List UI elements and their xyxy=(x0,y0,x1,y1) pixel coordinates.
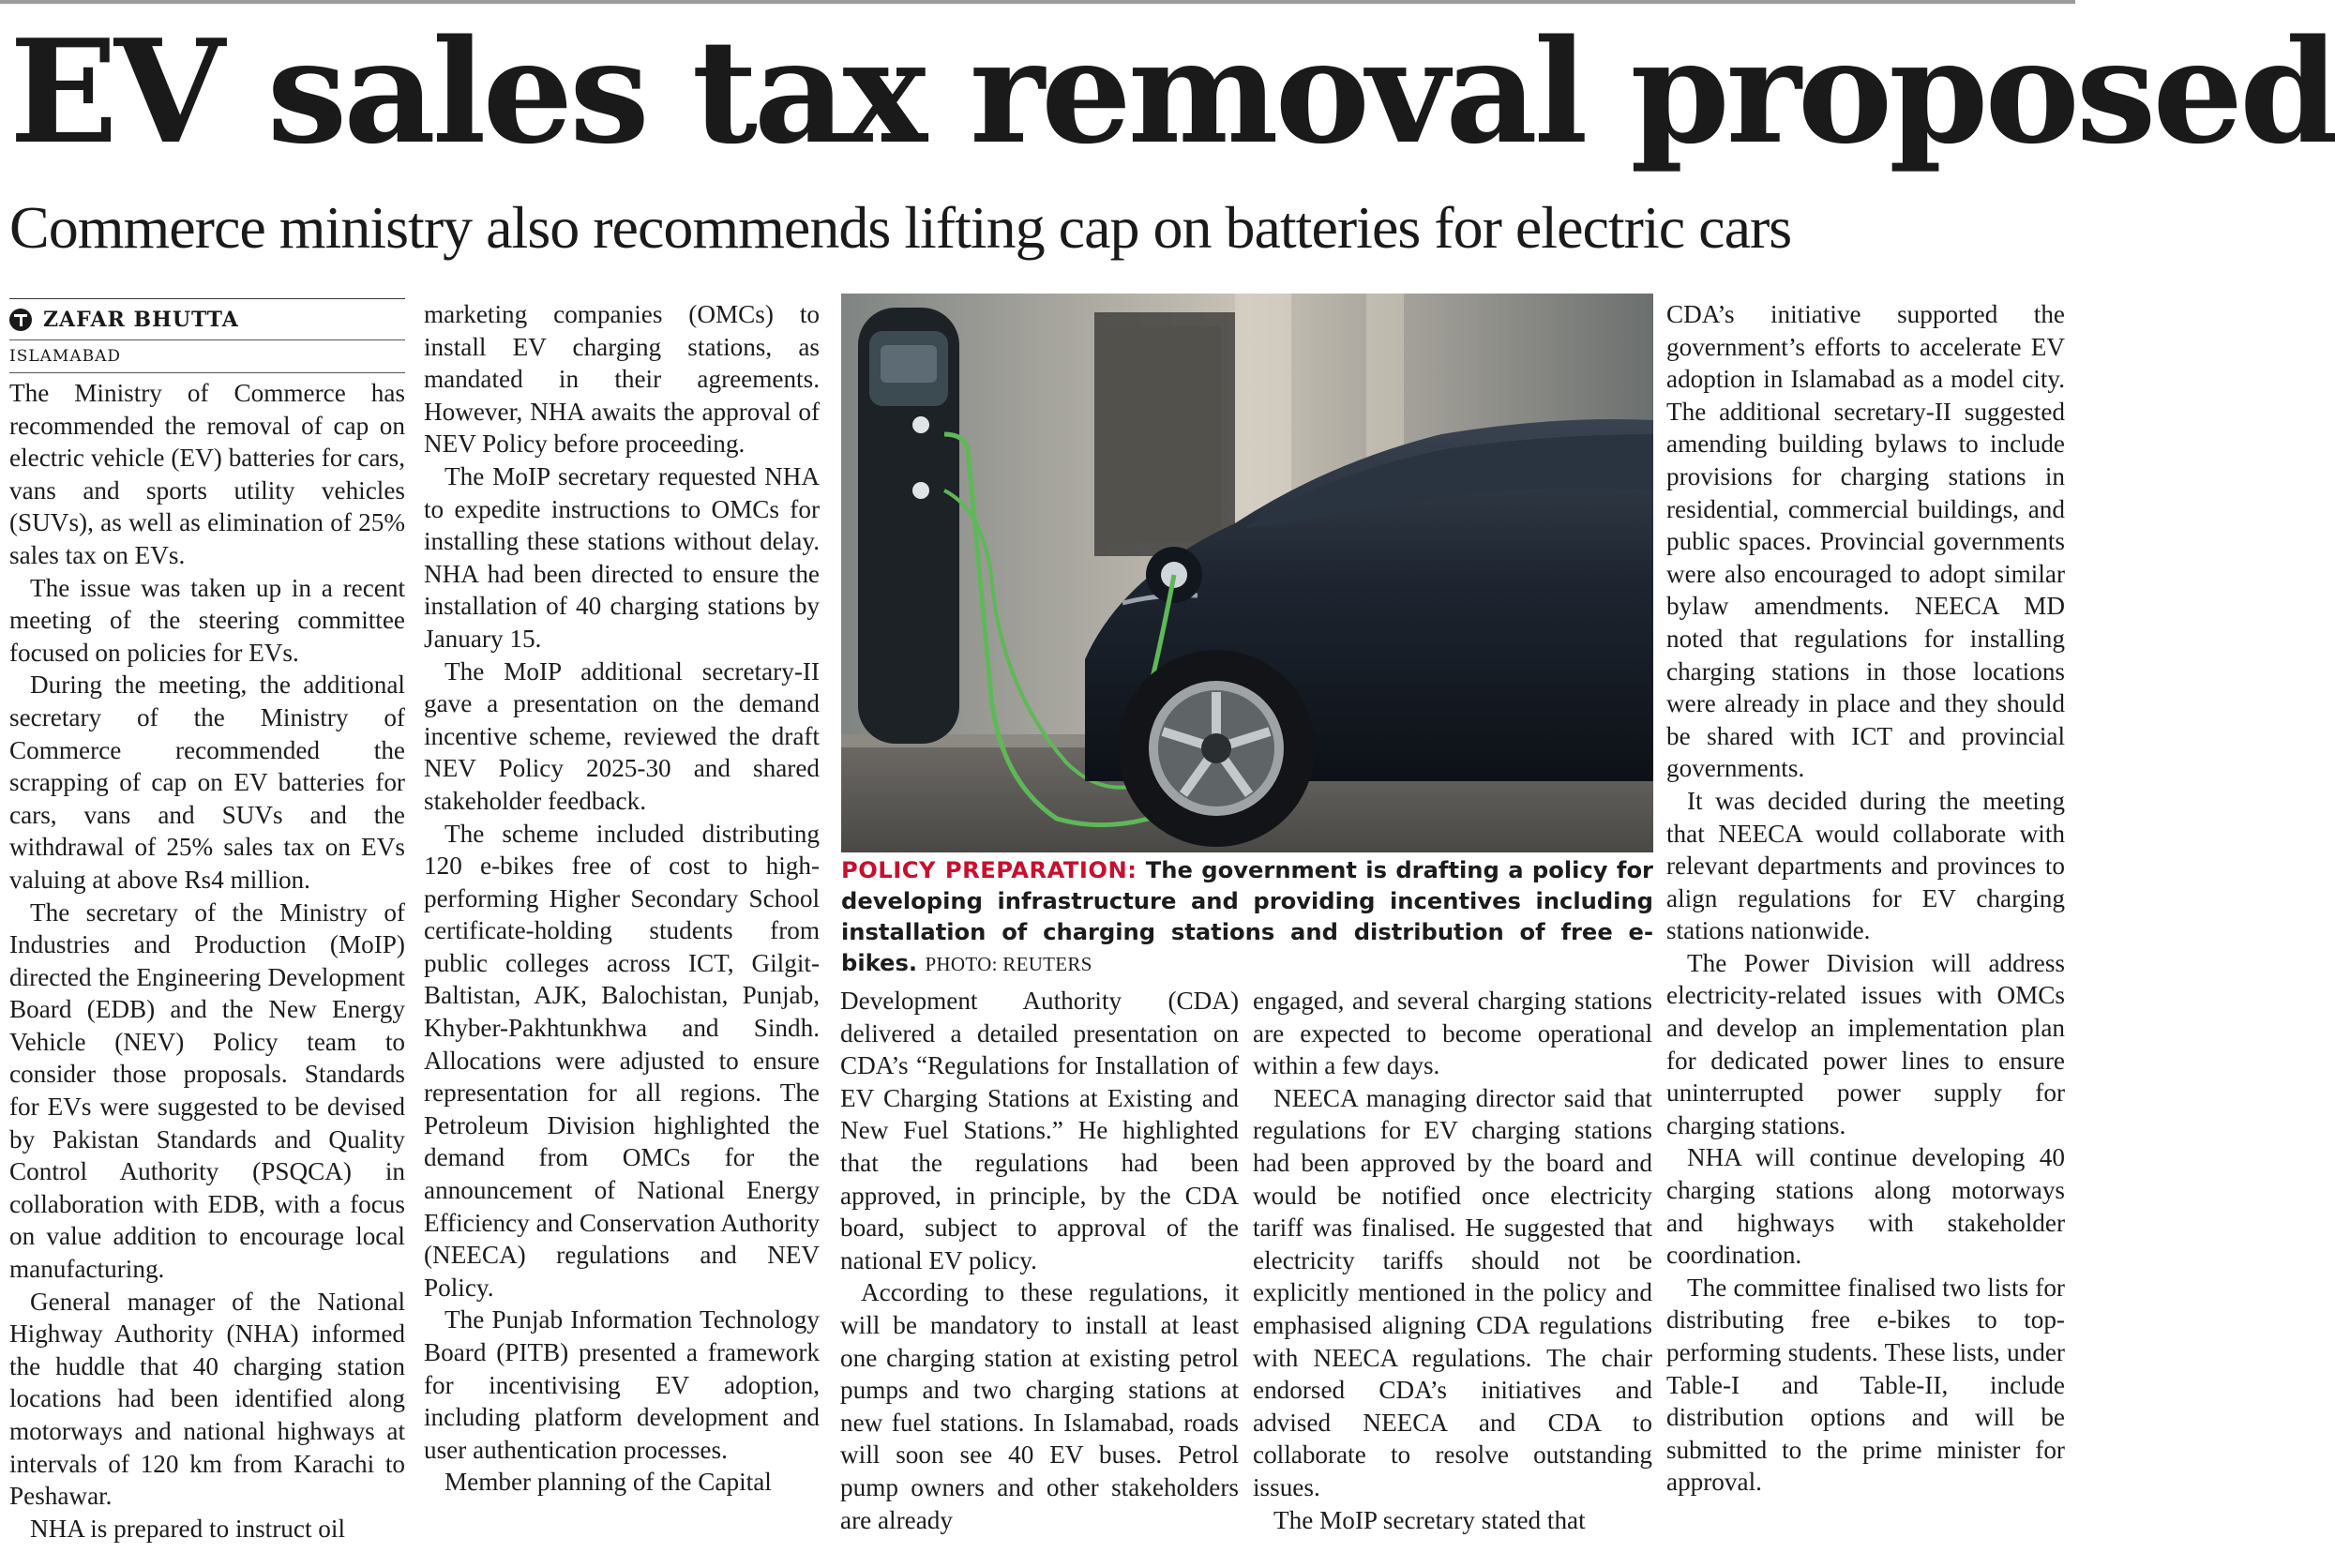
paragraph: The Power Division will address electricity-related issues with OMCs and develop an implementation plan for dedicated power lines to ensure uninterrupted power supply for charging stations. xyxy=(1666,948,2065,1139)
byline-author: ZAFAR BHUTTA xyxy=(43,307,239,332)
paragraph: The scheme included distributing 120 e-bikes free of cost to high-performing Higher Secondary School certificate-holding students from public colleges across ICT, Gilgit-Baltistan, AJK, Balochistan, Punjab, Khyber-Pakhtunkhwa and Sindh. Allocations were adjusted to ensure representation for all regions. The Petroleum Division highlighted the demand from OMCs for the announcement of National Energy Efficiency and Conservation Authority (NEECA) regulations and NEV Policy. xyxy=(424,819,820,1302)
caption-text: The government is drafting a policy for developing infrastructure and providing incentives including installation of charging stations and distribution of free e-bikes. xyxy=(841,857,1653,976)
paragraph: The issue was taken up in a recent meeting of the steering committee focused on policies for EVs. xyxy=(9,573,405,667)
paragraph: NHA is prepared to instruct oil xyxy=(30,1514,346,1543)
article-column-1 xyxy=(9,298,405,1543)
subheadline: Commerce ministry also recommends lifting cap on batteries for electric cars xyxy=(9,194,1792,261)
news-photo xyxy=(841,294,1653,852)
paragraph: Development Authority (CDA) delivered a detailed presentation on CDA’s “Regulations for Installation of EV Charging Stations at Existing and New Fuel Stations.” He highlighted that the regulations had been approved, in principle, by the CDA board, subject to approval of the national EV policy. xyxy=(840,987,1239,1274)
caption-label: POLICY PREPARATION: xyxy=(841,857,1137,883)
paragraph: The MoIP additional secretary-II gave a presentation on the demand incentive scheme, reviewed the draft NEV Policy 2025-30 and shared stakeholder feedback. xyxy=(424,656,820,815)
paragraph: During the meeting, the additional secretary of the Ministry of Commerce recommended the scrapping of cap on EV batteries for cars, vans and SUVs and the withdrawal of 25% sales tax on EVs valuing at above Rs4 million. xyxy=(9,671,405,894)
publication-logo-icon xyxy=(9,309,32,331)
photo-caption xyxy=(841,855,1653,980)
paragraph: The Punjab Information Technology Board (PITB) presented a framework for incentivising EV adoption, including platform development and user authentication processes. xyxy=(424,1305,820,1464)
paragraph: NEECA managing director said that regulations for EV charging stations had been approved by the board and would be notified once electricity tariff was finalised. He suggested that electricity tariffs should not be explicitly mentioned in the policy and emphasised aligning CDA regulations with NEECA regulations. The chair endorsed CDA’s initiatives and advised NEECA and CDA to collaborate to resolve outstanding issues. xyxy=(1253,1083,1652,1501)
paragraph: According to these regulations, it will be mandatory to install at least one charging station at existing petrol pumps and two charging stations at new fuel stations. In Islamabad, roads will soon see 40 EV buses. Petrol pump owners and other stakeholders are already xyxy=(840,1278,1239,1534)
paragraph: marketing companies (OMCs) to install EV charging stations, as mandated in their agreements. However, NHA awaits the approval of NEV Policy before proceeding. xyxy=(424,300,820,459)
article-column-2 xyxy=(424,298,820,1536)
paragraph: NHA will continue developing 40 charging stations along motorways and highways with stakeholder coordination. xyxy=(1666,1143,2065,1270)
paragraph: The secretary of the Ministry of Industries and Production (MoIP) directed the Engineering Development Board (EDB) and the New Energy Vehicle (NEV) Policy team to consider those proposals. Standards for EVs were suggested to be devised by Pakistan Standards and Quality Control Authority (PSQCA) in collaboration with EDB, with a focus on value addition to encourage local manufacturing. xyxy=(9,897,405,1284)
paragraph: The MoIP secretary requested NHA to expedite instructions to OMCs for installing these stations without delay. NHA had been directed to ensure the installation of 40 charging stations by January 15. xyxy=(424,461,820,653)
paragraph: It was decided during the meeting that NEECA would collaborate with relevant departments and provinces to align regulations for EV charging stations nationwide. xyxy=(1666,786,2065,945)
headline: EV sales tax removal proposed xyxy=(9,8,2335,175)
article-column-4 xyxy=(1253,985,1652,1538)
photo-credit: PHOTO: REUTERS xyxy=(925,953,1092,975)
article-column-5 xyxy=(1666,298,2065,1536)
top-rule xyxy=(0,0,2075,4)
paragraph: General manager of the National Highway Authority (NHA) informed the huddle that 40 charging station locations had been identified along motorways and national highways at intervals of 120 km from Karachi to Peshawar. xyxy=(9,1287,405,1511)
byline xyxy=(9,298,405,340)
paragraph: Member planning of the Capital xyxy=(444,1468,772,1497)
paragraph: The committee finalised two lists for distributing free e-bikes to top-performing students. These lists, under Table-I and Table-II, include distribution options and will be submitted to the prime minister for approval. xyxy=(1666,1273,2065,1497)
paragraph: engaged, and several charging stations are expected to become operational within a few days. xyxy=(1253,987,1652,1080)
article-column-3 xyxy=(840,985,1239,1538)
paragraph: The Ministry of Commerce has recommended the removal of cap on electric vehicle (EV) batteries for cars, vans and sports utility vehicles (SUVs), as well as elimination of 25% sales tax on EVs. xyxy=(9,379,405,569)
paragraph: The MoIP secretary stated that xyxy=(1273,1505,1586,1534)
dateline: ISLAMABAD xyxy=(9,340,405,373)
paragraph: CDA’s initiative supported the government’s efforts to accelerate EV adoption in Islamabad as a model city. The additional secretary-II suggested amending building bylaws to include provisions for charging stations in residential, commercial buildings, and public spaces. Provincial governments were also encouraged to adopt similar bylaw amendments. NEECA MD noted that regulations for installing charging stations in those locations were already in place and they should be shared with ICT and provincial governments. xyxy=(1666,300,2065,783)
